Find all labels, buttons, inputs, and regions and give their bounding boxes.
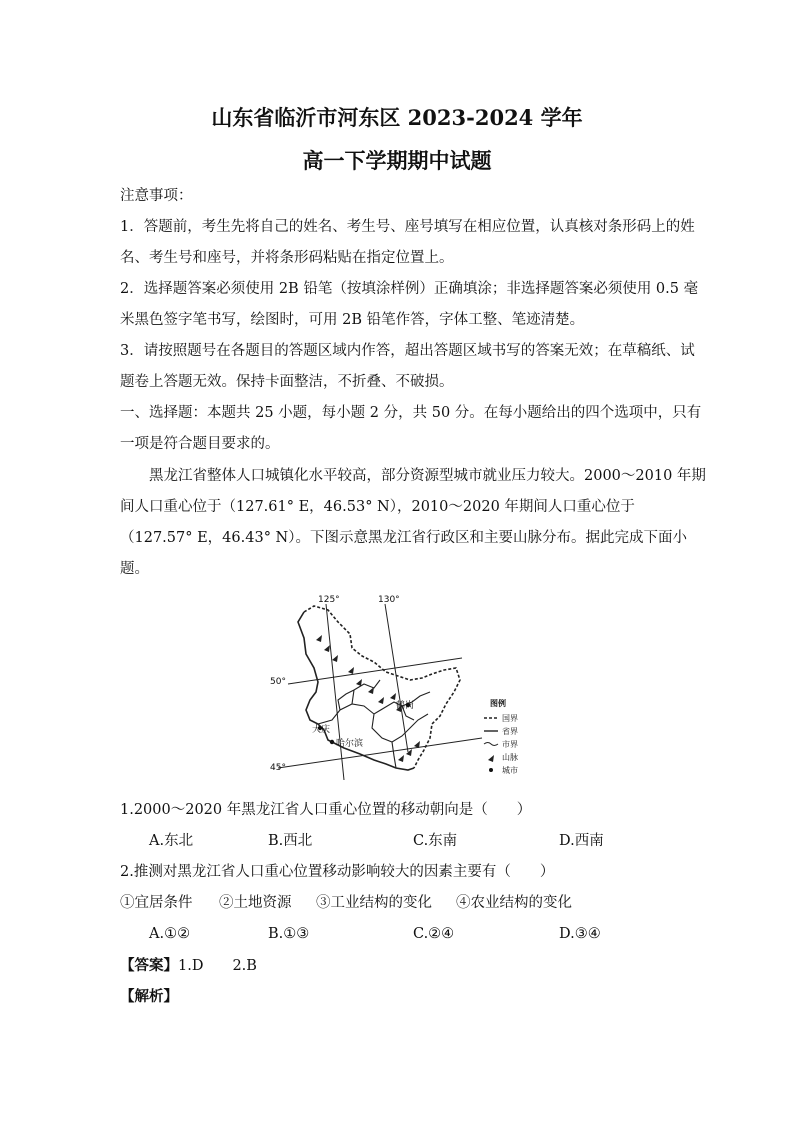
national-border: [304, 606, 460, 768]
question-1-option-a[interactable]: A.东北: [149, 833, 194, 849]
page-title-line1: 山东省临沂市河东区 2023-2024 学年: [211, 105, 583, 130]
passage-line: 黑龙江省整体人口城镇化水平较高，部分资源型城市就业压力较大。2000～2010 年期: [149, 468, 706, 484]
notice-heading: 注意事项：: [120, 188, 193, 204]
question-2-factor-4: ④农业结构的变化: [456, 895, 572, 911]
notice-line: 3．请按照题号在各题目的答题区域内作答，超出答题区域书写的答案无效；在草稿纸、试: [120, 343, 695, 359]
notice-line: 题卷上答题无效。保持卡面整洁，不折叠、不破损。: [120, 374, 454, 390]
legend-mountain-symbol: [488, 755, 494, 762]
city-label-daqing: 大庆: [312, 725, 331, 735]
passage-line: 题。: [120, 561, 149, 577]
question-2-factor-3: ③工业结构的变化: [316, 895, 432, 911]
question-1-option-c[interactable]: C.东南: [413, 833, 458, 849]
answer-line: [120, 956, 257, 976]
legend-city-border: 市界: [502, 740, 518, 749]
city-label-hegang: 鹤岗: [396, 701, 415, 711]
map-legend: [484, 698, 518, 775]
answer-text: 1.D 2.B: [178, 958, 257, 974]
notice-line: 米黑色签字笔书写，绘图时，可用 2B 铅笔作答，字体工整、笔迹清楚。: [120, 312, 585, 328]
question-2-option-a[interactable]: A.①②: [149, 926, 191, 942]
parallel-45: [278, 738, 482, 768]
question-2-factor-1: ①宜居条件: [120, 895, 193, 911]
heilongjiang-map: [268, 592, 536, 780]
legend-province-border: 省界: [502, 727, 518, 736]
answer-label: 【答案】: [120, 957, 178, 974]
lon-label-125: 125°: [318, 595, 340, 605]
city-dot-harbin: [330, 740, 334, 744]
question-1-stem: 1.2000～2020 年黑龙江省人口重心位置的移动朝向是（ ）: [120, 802, 532, 818]
question-2-option-d[interactable]: D.③④: [559, 926, 601, 942]
notice-line: 1．答题前，考生先将自己的姓名、考生号、座号填写在相应位置，认真核对条形码上的姓: [120, 219, 695, 235]
meridian-130: [385, 604, 408, 752]
legend-mountain: 山脉: [502, 753, 518, 762]
legend-city: 城市: [502, 766, 518, 775]
passage-line: 间人口重心位于（127.61° E，46.53° N），2010～2020 年期间人口重心位于: [120, 499, 635, 515]
legend-national-border: 国界: [502, 714, 518, 723]
lat-label-50: 50°: [270, 677, 286, 687]
passage-line: （127.57° E，46.43° N）。下图示意黑龙江省行政区和主要山脉分布。据此完成下面小: [120, 530, 687, 546]
question-2-option-c[interactable]: C.②④: [413, 926, 455, 942]
legend-title: 图例: [490, 699, 506, 708]
city-label-harbin: 哈尔滨: [336, 739, 364, 749]
question-1-option-d[interactable]: D.西南: [559, 833, 604, 849]
question-2-factor-2: ②土地资源: [219, 895, 292, 911]
section-heading-cont: 一项是符合题目要求的。: [120, 436, 280, 452]
legend-city-border-symbol: [484, 743, 498, 746]
legend-city-symbol: [489, 768, 493, 772]
lat-label-45: 45°: [270, 763, 286, 773]
question-1-option-b[interactable]: B.西北: [268, 833, 313, 849]
lon-label-130: 130°: [378, 595, 400, 605]
question-2-option-b[interactable]: B.①③: [268, 926, 310, 942]
analysis-label: 【解析】: [120, 988, 178, 1005]
section-heading: 一、选择题：本题共 25 小题，每小题 2 分，共 50 分。在每小题给出的四个选项中，只有: [120, 405, 702, 421]
meridian-125: [326, 604, 344, 780]
notice-line: 名、考生号和座号，并将条形码粘贴在指定位置上。: [120, 250, 454, 266]
page-title-line2: 高一下学期期中试题: [302, 148, 492, 173]
question-2-stem: 2.推测对黑龙江省人口重心位置移动影响较大的因素主要有（ ）: [120, 864, 555, 880]
notice-line: 2．选择题答案必须使用 2B 铅笔（按填涂样例）正确填涂；非选择题答案必须使用 0.5 毫: [120, 281, 699, 297]
